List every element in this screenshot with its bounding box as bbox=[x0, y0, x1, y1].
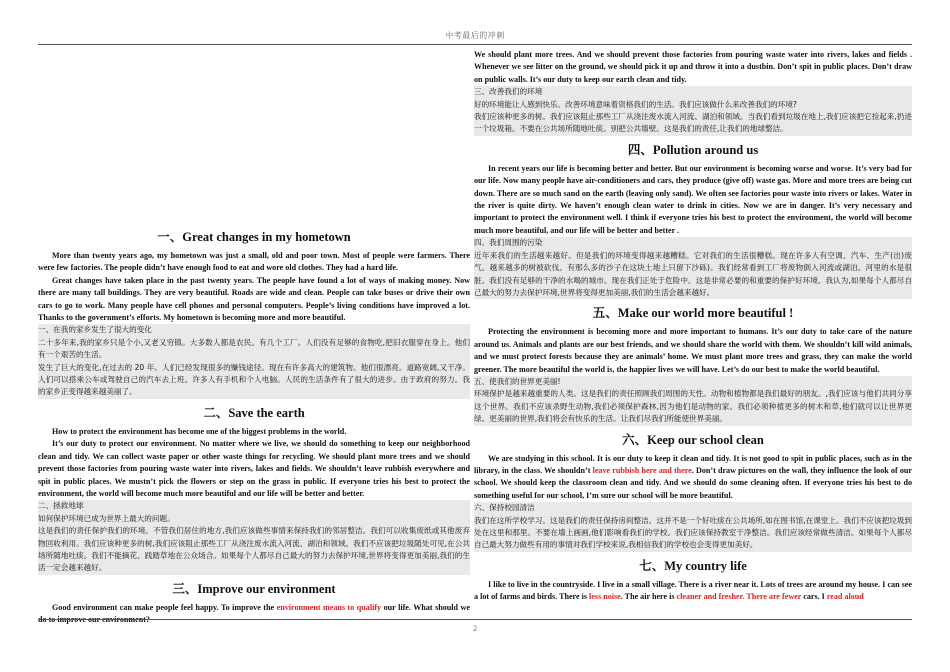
section-heading-pollution: 四、Pollution around us bbox=[627, 142, 759, 157]
highlighted-phrase: environment means to qualify bbox=[276, 602, 382, 612]
highlighted-phrase: read aloud bbox=[826, 592, 864, 602]
chinese-paragraph: 这是我们的责任保护我们的环境。不管我们居住的地方,我们应该做些事情来保持我们的邻居整洁。我们可以收集废纸或其他废弃物回收利用。我们应该种更多的树,我们应该阻止那些工厂从浇注废水流入河流、湖泊和领域。我们不应该把垃圾随处可见,在公共场所随地吐痰。我们不能摘花、践踏草地在公众场合。如果每个人都尽自己最大的努力去保护环境,世界将变得更加美丽,我们的生活一定会越来越好。 bbox=[38, 526, 470, 573]
highlighted-phrase: leave rubbish here and there bbox=[592, 465, 692, 475]
right-column bbox=[474, 49, 912, 619]
section-heading-great-changes: 一、Great changes in my hometown bbox=[157, 230, 351, 244]
header-rule bbox=[38, 44, 912, 45]
paragraph: Great changes have taken place in the past twenty years. The people have found a lot of ways of making money. Now there are many tall buildings. They are very beautiful. Roads are wide and clean. People can take buses or drive their own cars to go to work. Many people have cell phones and personal computers. People’s living conditions have improved a lot. Thanks to the government’s efforts. My hometown is becoming more and more beautiful. bbox=[38, 275, 470, 323]
section-heading-save-the-earth: 二、Save the earth bbox=[203, 405, 305, 420]
paragraph: We should plant more trees. And we should prevent those factories from pouring waste water into rivers, lakes and fields . Whenever we see litter on the ground, we should pick it up and throw it into a dustbin. Don’t spit in public places. Don’t draw on public walls. It’s our duty to keep our earth clean and tidy. bbox=[474, 50, 912, 84]
footer-rule bbox=[38, 619, 912, 620]
chinese-translation-block bbox=[38, 324, 470, 398]
paragraph: How to protect the environment has become one of the biggest problems in the world. bbox=[52, 426, 347, 436]
chinese-paragraph: 近年来我们的生活越来越好。但是我们的环境变得越来越糟糕。它对我们的生活很糟糕。现在许多人有空调、汽车、生产(出)废气。越来越多的树被砍伐。有那么多的沙子在这块土地上只留下沙砾)。我们经常看到工厂将废物倒入河流或湖泊。河里的水是很脏。我们没有足够的干净的水喝的城市。现在我们正处于危险中。这是非常必要的和重要的保护好环境。我认为,如果每个人都尽自己最大的努力去保护环境,世界将变得更加美丽,我们的生活会越来越好。 bbox=[474, 250, 912, 297]
section-heading-improve-environment: 三、Improve our environment bbox=[172, 581, 336, 596]
paragraph: Good environment can make people feel happy. To improve the environment means to qualify our life. What should we do to improve our environment? bbox=[38, 602, 470, 625]
chinese-title: 五、使我们的世界更美丽! bbox=[474, 376, 561, 386]
paragraph: We are studying in this school. It is our duty to keep it clean and tidy. It is not good to spit in public places, such as in the library, in the class. We shouldn’t leave rubbish here and there. Don’t draw pictures on the wall, they influence the look of our school. We should keep the classroom clean and tidy. And we should do some cleaning often. If everyone tries his best to do something useful for our school, I’m sure our school will be more beautiful. bbox=[474, 453, 912, 500]
chinese-translation-block bbox=[38, 500, 470, 574]
chinese-title: 六、保持校园清洁 bbox=[474, 503, 535, 513]
chinese-title: 一、在我的家乡发生了很大的变化 bbox=[38, 325, 152, 335]
chinese-paragraph: 我们应该种更多的树。我们应该阻止那些工厂从浇注废水流入河流、湖泊和领域。当我们看到垃圾在地上,我们应该把它捡起来,扔进一个垃圾箱。不要在公共场所随地吐痰。别把公共墙壁。这是我们的责任,让我们的地球整洁。 bbox=[474, 112, 912, 134]
chinese-paragraph: 环境保护是越来越重要的人类。这是我们的责任照顾我们周围的天性。动物和植物都是我们最好的朋友。,我们应该与他们共同分享这个世界。我们不应该杀野生动物,我们必须保护森林,因为他们是动物的家。我们必须种植更多的树木和草,他们就可以让世界更绿。更美丽的世界,我们将会有快乐的生活。让我们尽我们所能使世界美丽。 bbox=[474, 389, 912, 424]
paragraph: More than twenty years ago, my hometown was just a small, old and poor town. Most of people were farmers. There were few factories. The people didn’t have enough food to eat and wore old clothes. They had a hard life. bbox=[38, 251, 470, 273]
section-heading-country-life: 七、My country life bbox=[639, 558, 747, 573]
chinese-translation-block bbox=[474, 502, 912, 552]
chinese-paragraph: 二十多年来,我的家乡只是个小,又老又穷镇。大多数人都是农民。有几个工厂。人们没有足够的食物吃,把旧衣服穿在身上。他们有一个艰苦的生活。 bbox=[38, 337, 470, 360]
paragraph: In recent years our life is becoming better and better. But our environment is becoming worse and worse. It’s very bad for our life. Now many people have air-conditioners and cars, they produce (give off) waste gas. More and more trees are being cut down. There are so much sand on the earth (leaving only sand). We often see factories pour waste into rivers or lakes. Water in the river is quite dirty. We haven’t enough clean water to drink in cities. Now we are in danger. It’s very necessary and important to protect the environment well. I think if everyone tries his best to protect the environment, the world will become much more beautiful, and our life will be better and better . bbox=[474, 163, 912, 235]
paragraph: It’s our duty to protect our environment. No matter where we live, we should do something to keep our neighborhood clean and tidy. We can collect waste paper or other waste things for recycling. We should plant more trees and we should prevent those factories from pouring waste water into rivers, lakes and fields. We shouldn’t leave rubbish everywhere and spit in public places. We mustn’t pick the flowers or step on the grass in public. If everyone tries his best to protect the environment, the world will become much more beautiful and our life will be better and better. bbox=[38, 439, 470, 498]
highlighted-phrase: cleaner and fresher. There are fewer bbox=[676, 592, 802, 602]
section-heading-keep-school-clean: 六、Keep our school clean bbox=[622, 432, 764, 447]
chinese-paragraph: 如何保护环境已成为世界上最大的问题。 bbox=[38, 513, 175, 523]
section-heading-make-world-beautiful: 五、Make our world more beautiful ! bbox=[592, 306, 794, 321]
paragraph: Protecting the environment is becoming more and more important to humans. It’s our duty to take care of the nature around us. Animals and plants are our best friends, and we should share the world with them. We shouldn’t kill wild animals, and we must protect forests because they are animals’ home. We must plant more trees and grass, they can make the world greener. The more beautiful the world is, the happier lives we will have. Let’s do our best to make the world beautiful. bbox=[474, 327, 912, 374]
page-number: 2 bbox=[473, 624, 477, 633]
chinese-translation-block bbox=[474, 86, 912, 136]
chinese-translation-block bbox=[474, 376, 912, 426]
chinese-paragraph: 发生了巨大的变化,在过去的 20 年。人们已经发现很多的赚钱途径。现在有许多高大的建筑物。他们很漂亮。道路宽阔,又干净。人们可以搭乘公车或驾驶自己的汽车去上班。许多人有手机和个人电脑。人民的生活条件有了很大的进步。由于政府的努力。我的家乡正变得越来越美丽了。 bbox=[38, 362, 470, 397]
paragraph: I like to live in the countryside. I live in a small village. There is a river near it. Lots of trees are around my house. I can see a lot of farms and birds. There is less noise. The air here is cleaner and fresher. There are fewer cars. I read aloud bbox=[474, 579, 912, 602]
chinese-title: 四、我们周围的污染 bbox=[474, 238, 543, 248]
chinese-translation-block bbox=[474, 237, 912, 299]
left-column bbox=[38, 49, 470, 625]
running-header: 中考最后的冲刺 bbox=[445, 31, 505, 40]
chinese-title: 三、改善我们的环境 bbox=[474, 87, 543, 97]
chinese-paragraph: 好的环境能让人感到快乐。改善环境意味着资格我们的生活。我们应该做什么来改善我们的环境? bbox=[474, 99, 797, 109]
chinese-paragraph: 我们在这所学校学习。这是我们的责任保持房间整洁。这并不是一个好吐痰在公共场所,如在图书馆,在课堂上。我们不应该把垃圾到处在这里和那里。不要在墙上画画,他们影响看我们的学校。我们应该保持教室干净整洁。我们应该经常做些清洁。如果每个人都尽自己最大努力做些有用的事情对我们学校来说,我相信我们的学校也会变得更加美好。 bbox=[474, 515, 912, 550]
chinese-title: 二、拯救地球 bbox=[38, 501, 84, 511]
highlighted-phrase: less noise bbox=[589, 592, 621, 602]
